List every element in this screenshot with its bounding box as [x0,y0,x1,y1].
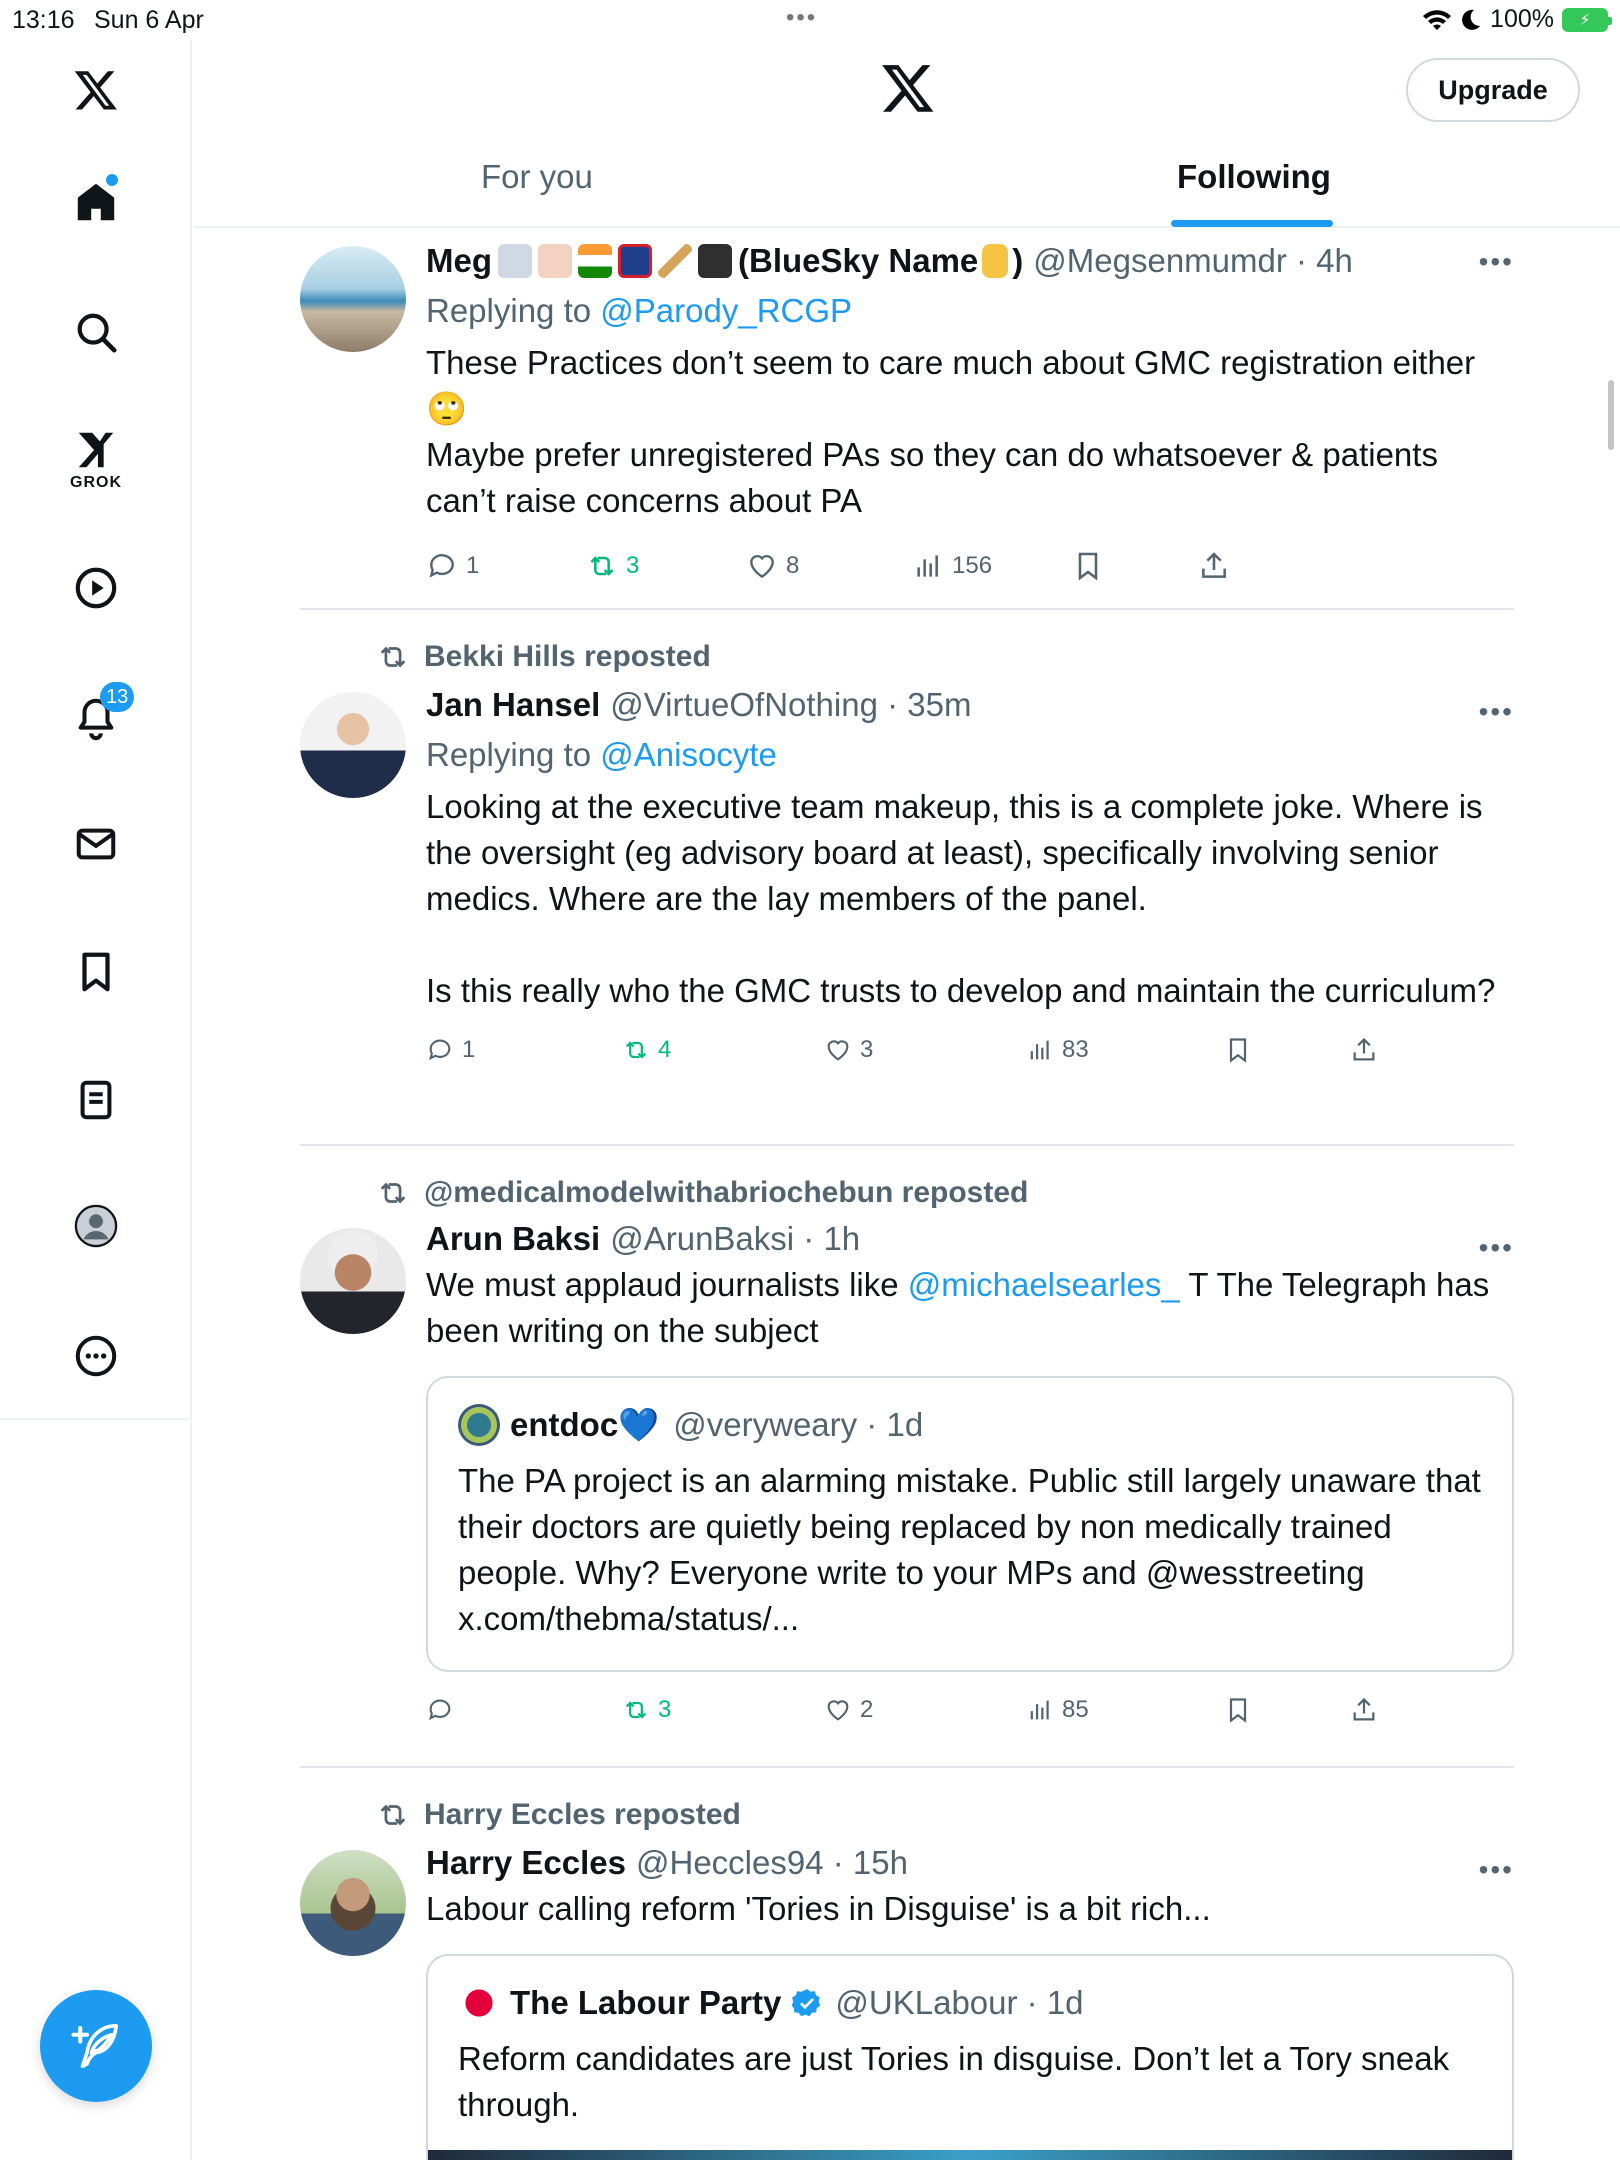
quoted-text: Reform candidates are just Tories in disguise. Don’t let a Tory sneak through. [458,2040,1450,2123]
reply-button[interactable] [426,1696,622,1724]
tweet-author-row [426,242,1514,280]
heart-icon [824,1036,852,1064]
lists-icon[interactable] [64,1068,128,1132]
avatar[interactable] [300,1228,406,1334]
avatar[interactable] [300,246,406,352]
repost-icon [622,1036,650,1064]
tweet-text-after: T The Telegraph has been writing on the subject [426,1266,1490,1349]
home-icon[interactable] [64,170,128,234]
tweet-actions [426,1690,1514,1730]
tweet-text: Labour calling reform 'Tories in Disguise' is a bit rich... [426,1890,1211,1927]
repost-indicator [376,1176,1514,1210]
bookmark-icon [1224,1036,1252,1064]
replying-to [426,736,1514,774]
multitasking-dots-icon[interactable]: ••• [786,4,818,31]
bookmark-icon [1072,550,1104,582]
name-emojis [498,244,732,278]
uk-flag-icon [618,244,652,278]
tweet-author-row [426,1844,1514,1882]
quoted-media-image[interactable] [428,2150,1512,2160]
repost-by[interactable]: Bekki Hills reposted [424,640,711,673]
x-logo-icon[interactable] [64,58,128,122]
repost-button[interactable] [586,550,746,582]
video-play-icon[interactable] [64,556,128,620]
tweet-author-row [426,1220,1514,1258]
heart-icon [746,550,778,582]
tab-for-you[interactable]: For you [481,158,593,195]
tweet[interactable] [300,228,1514,608]
views-chart-icon [912,550,944,582]
status-date: Sun 6 Apr [94,6,204,34]
x-logo-header-icon[interactable] [880,60,936,116]
timeline-header [194,40,1620,228]
grok-label: GROK [70,474,122,491]
repost-icon [376,640,410,674]
author-name[interactable]: Jan Hansel [426,686,601,723]
views-button[interactable] [912,550,1072,582]
active-tab-indicator [1171,220,1333,227]
compose-feather-icon [69,2019,123,2073]
replying-to-link[interactable]: @Parody_RCGP [600,292,853,329]
status-time: 13:16 [12,6,75,34]
views-button[interactable] [1026,1036,1224,1064]
bookmark-button[interactable] [1072,550,1198,582]
repost-indicator [376,640,1514,674]
quoted-author-handle[interactable]: @UKLabour · 1d [835,1984,1084,2021]
author-name[interactable]: Meg [426,242,492,279]
repost-count: 3 [626,552,640,579]
mention-link[interactable]: @michaelsearles_ [907,1266,1180,1303]
family-emoji-icon [498,244,532,278]
bookmark-icon [1224,1696,1252,1724]
upgrade-button[interactable]: Upgrade [1406,58,1580,122]
tweet-text [426,1262,1514,1354]
like-count: 2 [860,1696,874,1723]
tweet-text-before: We must applaud journalists like [426,1266,899,1303]
view-count: 83 [1062,1036,1089,1063]
quoted-tweet[interactable] [426,1376,1514,1672]
repost-by[interactable]: @medicalmodelwithabriochebun reposted [424,1176,1029,1209]
tweet[interactable] [300,1768,1514,2160]
views-chart-icon [1026,1036,1054,1064]
feed-scrollbar[interactable] [1608,380,1614,450]
health-worker-emoji-icon [538,244,572,278]
share-button[interactable] [1350,1696,1378,1724]
repost-icon [586,550,618,582]
replying-prefix: Replying to [426,292,592,329]
repost-count: 4 [658,1036,672,1063]
repost-icon [376,1798,410,1832]
tweet-actions [426,1030,1514,1070]
more-options-icon[interactable]: ••• [1478,1854,1514,1885]
avatar[interactable] [300,1850,406,1956]
quoted-avatar[interactable] [458,1404,500,1446]
author-name-close: ) [1012,242,1024,279]
do-not-disturb-icon [1460,8,1482,32]
author-handle[interactable]: @VirtueOfNothing · 35m [610,686,972,723]
like-button[interactable] [824,1696,1026,1724]
author-handle[interactable]: @Heccles94 · 15h [635,1844,908,1881]
search-icon[interactable] [64,300,128,364]
repost-count: 3 [658,1696,672,1723]
sidebar-divider [0,1418,192,1420]
messages-envelope-icon[interactable] [64,812,128,876]
bookmarks-icon[interactable] [64,940,128,1004]
repost-by[interactable]: Harry Eccles reposted [424,1798,741,1831]
tweet-actions [426,546,1514,586]
camera-emoji-icon [698,244,732,278]
heart-icon [824,1696,852,1724]
quoted-tweet[interactable] [426,1954,1514,2160]
bookmark-button[interactable] [1224,1036,1350,1064]
replying-prefix: Replying to [426,736,592,773]
author-name[interactable]: Arun Baksi [426,1220,601,1257]
repost-icon [622,1696,650,1724]
labour-rose-logo[interactable] [458,1982,500,2024]
share-button[interactable] [1350,1036,1378,1064]
like-button[interactable] [746,550,912,582]
notifications-count-badge: 13 [100,682,134,712]
author-name[interactable]: Harry Eccles [426,1844,626,1881]
repost-button[interactable] [622,1696,824,1724]
tweet-text: These Practices don’t seem to care much about GMC registration either 🙄 Maybe prefer unregistered PAs so they can do whatsoever & patients can’t raise concerns about PA [426,344,1476,519]
replying-to [426,292,1514,330]
bookmark-button[interactable] [1224,1696,1350,1724]
author-name-suffix: (BlueSky Name [738,242,979,279]
like-count: 8 [786,552,800,579]
quoted-author-row [458,1982,1482,2024]
tweet-text: Looking at the executive team makeup, this is a complete joke. Where is the oversight (eg advisory board at least), specifically involving senior medics. Where are the lay members of the panel. Is this really who the GMC trusts to develop and maintain the curriculum? [426,788,1496,1009]
repost-button[interactable] [622,1036,824,1064]
view-count: 85 [1062,1696,1089,1723]
repost-icon [376,1176,410,1210]
views-chart-icon [1026,1696,1054,1724]
reply-icon [426,1696,454,1724]
battery-charging-icon: ⚡ [1562,8,1608,32]
view-count: 156 [952,552,993,579]
tab-following[interactable]: Following [1177,158,1331,195]
replying-to-link[interactable]: @Anisocyte [600,736,777,773]
share-icon [1350,1696,1378,1724]
profile-avatar-icon[interactable] [64,1194,128,1258]
reply-button[interactable] [426,550,586,582]
more-options-icon[interactable]: ••• [1478,246,1514,277]
compose-post-button[interactable] [40,1990,152,2102]
reply-icon [426,1036,454,1064]
more-options-icon[interactable]: ••• [1478,696,1514,727]
battery-percent: 100% [1490,5,1554,33]
reply-count: 1 [466,552,480,579]
reply-button[interactable] [426,1036,622,1064]
timeline-feed [300,228,1514,2160]
home-new-indicator [106,174,118,186]
share-button[interactable] [1198,550,1230,582]
wifi-icon [1422,8,1452,32]
more-options-icon[interactable] [64,1324,128,1388]
reply-icon [426,550,458,582]
avatar[interactable] [300,692,406,798]
author-handle[interactable]: @Megsenmumdr · 4h [1033,242,1353,279]
status-bar [0,0,1620,40]
quoted-author-name[interactable]: The Labour Party [510,1984,782,2021]
tweet-author-row [426,686,1514,724]
grok-icon[interactable] [64,418,128,491]
quoted-author-handle[interactable]: @veryweary · 1d [673,1406,924,1443]
tweet[interactable] [300,1146,1514,1766]
share-icon [1350,1036,1378,1064]
notifications-bell-icon[interactable] [64,686,128,750]
quoted-author-name[interactable]: entdoc💙 [510,1405,660,1443]
author-handle[interactable]: @ArunBaksi · 1h [610,1220,861,1257]
repost-indicator [376,1798,1514,1832]
cricket-emoji-icon [658,244,692,278]
tweet[interactable] [300,610,1514,1144]
more-options-icon[interactable]: ••• [1478,1232,1514,1263]
share-icon [1198,550,1230,582]
sidebar-nav [0,40,192,2160]
pointing-down-emoji-icon [982,244,1008,278]
views-button[interactable] [1026,1696,1224,1724]
like-button[interactable] [824,1036,1026,1064]
quoted-text: The PA project is an alarming mistake. Public still largely unaware that their doctors are quietly being replaced by non medically trained people. Why? Everyone write to your MPs and @wesstreeting x.com/thebma/status/... [458,1462,1481,1637]
verified-badge-icon [791,1987,823,2019]
like-count: 3 [860,1036,874,1063]
quoted-author-row [458,1404,1482,1446]
reply-count: 1 [462,1036,476,1063]
india-flag-icon [578,244,612,278]
